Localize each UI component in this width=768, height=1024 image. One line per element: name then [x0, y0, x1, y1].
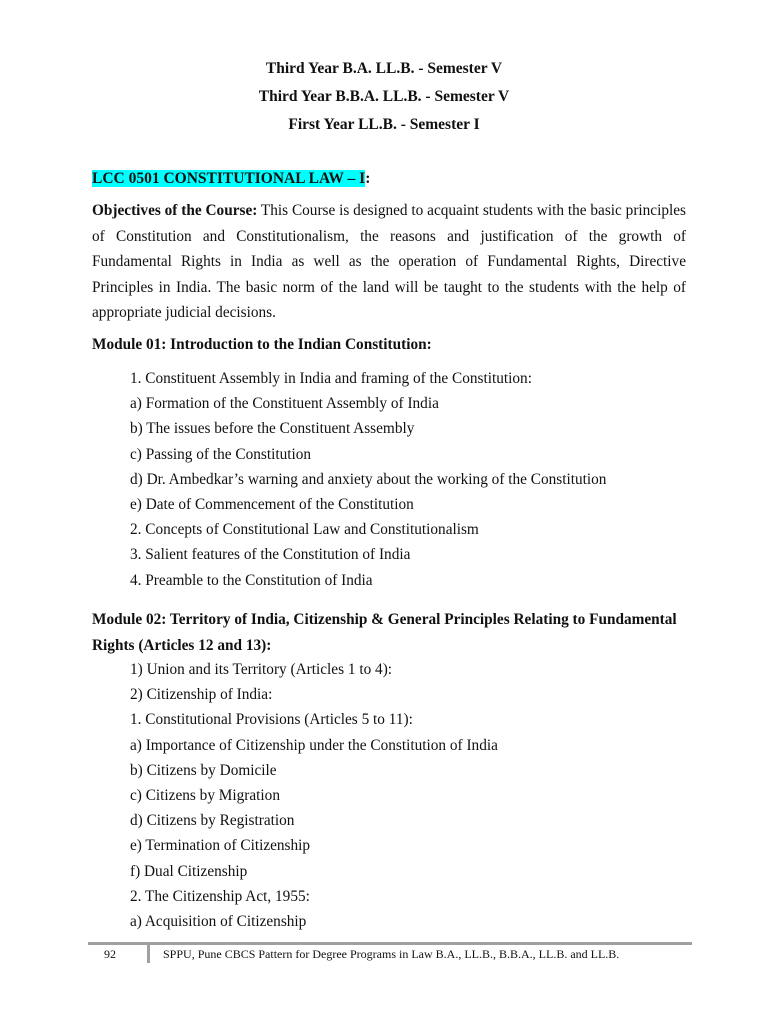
module-01-topic-list — [130, 366, 606, 593]
list-item: c) Citizens by Migration — [130, 786, 280, 804]
course-title-highlighted: LCC 0501 CONSTITUTIONAL LAW – I — [92, 170, 366, 187]
list-item: a) Importance of Citizenship under the Constitution of India — [130, 736, 498, 754]
list-item: 4. Preamble to the Constitution of India — [130, 571, 373, 589]
list-item: 2. Concepts of Constitutional Law and Constitutionalism — [130, 521, 479, 539]
list-item: d) Dr. Ambedkar’s warning and anxiety about the working of the Constitution — [130, 470, 607, 488]
module-01-title: Module 01: Introduction to the Indian Constitution: — [92, 336, 432, 353]
list-item: a) Acquisition of Citizenship — [130, 912, 307, 930]
list-item: 1) Union and its Territory (Articles 1 to 4): — [130, 661, 393, 678]
footer-divider-horizontal — [88, 942, 692, 945]
program-heading-ba-llb: Third Year B.A. LL.B. - Semester V — [265, 60, 503, 77]
list-item: 1. Constitutional Provisions (Articles 5 to 11): — [130, 711, 413, 729]
list-item: a) Formation of the Constituent Assembly of India — [130, 395, 439, 413]
list-item: 2. The Citizenship Act, 1955: — [130, 887, 310, 905]
objectives-label: Objectives of the Course: — [92, 202, 258, 219]
footer-divider-vertical — [147, 945, 150, 963]
list-item: b) The issues before the Constituent Assembly — [130, 420, 415, 438]
course-title-colon: : — [365, 170, 371, 187]
footer-text: SPPU, Pune CBCS Pattern for Degree Programs in Law B.A., LL.B., B.B.A., LL.B. and LL.B. — [163, 947, 620, 961]
course-title — [92, 169, 370, 189]
list-item: c) Passing of the Constitution — [130, 445, 312, 463]
list-item: f) Dual Citizenship — [130, 862, 248, 880]
list-item: e) Termination of Citizenship — [130, 837, 311, 855]
list-item: 2) Citizenship of India: — [130, 686, 273, 704]
list-item: e) Date of Commencement of the Constitution — [130, 495, 414, 513]
objectives-text: This Course is designed to acquaint students with the basic principles of Constitution and Constitutionalism, the reasons and justification of the growth of Fundamental Rights in India as well as the operation of Fundamental Rights, Directive Principles in India. The basic norm of the land will be taught to the students with the help of appropriate judicial decisions. — [92, 202, 686, 321]
list-item: d) Citizens by Registration — [130, 812, 295, 830]
list-item: 3. Salient features of the Constitution of India — [130, 546, 411, 564]
program-heading-bba-llb: Third Year B.B.A. LL.B. - Semester V — [258, 88, 510, 105]
module-02-title: Module 02: Territory of India, Citizenship & General Principles Relating to Fundamental Rights (Articles 12 and 13): — [92, 611, 677, 654]
course-objectives — [92, 198, 686, 326]
list-item: 1. Constituent Assembly in India and framing of the Constitution: — [130, 370, 532, 387]
page-number: 92 — [104, 947, 116, 961]
module-02-topic-list — [130, 657, 498, 934]
program-heading-llb: First Year LL.B. - Semester I — [288, 116, 480, 133]
list-item: b) Citizens by Domicile — [130, 761, 277, 779]
